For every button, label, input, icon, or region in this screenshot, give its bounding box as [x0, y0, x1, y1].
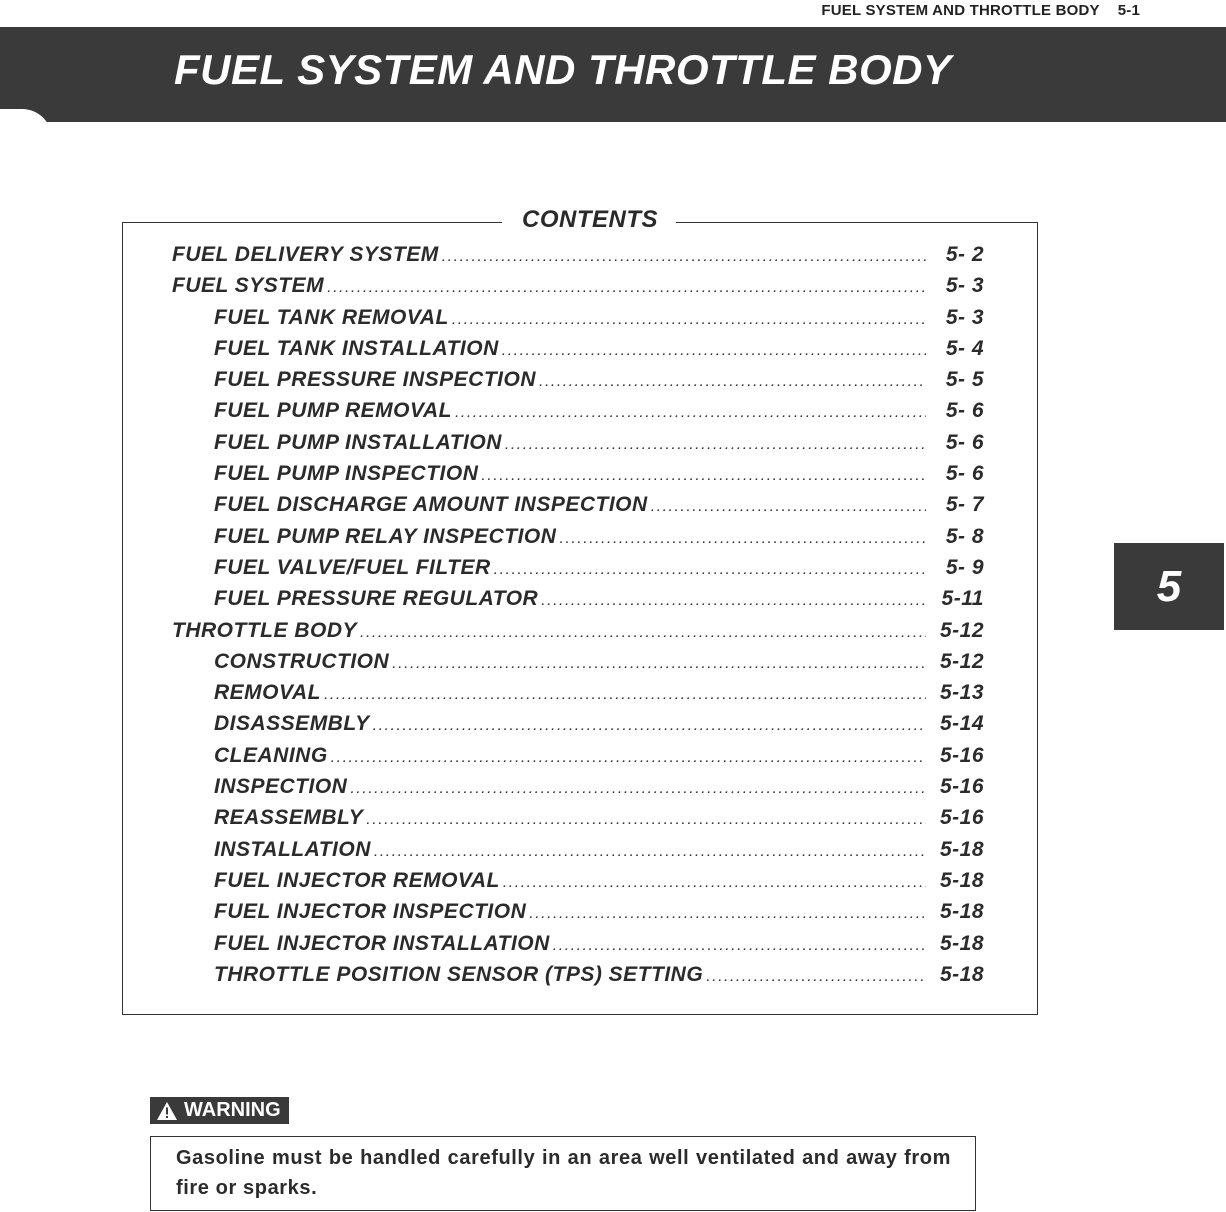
toc-entry[interactable]	[172, 619, 984, 650]
toc-leader-dots	[392, 655, 926, 673]
toc-entry-label: DISASSEMBLY	[214, 712, 370, 736]
toc-entry[interactable]	[172, 775, 984, 806]
toc-entry-page: 5-12	[939, 649, 984, 673]
toc-leader-dots	[502, 342, 926, 360]
toc-leader-dots	[360, 624, 926, 642]
toc-entry[interactable]	[172, 274, 984, 305]
toc-entry-page: 5-18	[939, 931, 984, 955]
toc-entry[interactable]	[172, 932, 984, 963]
toc-entry[interactable]	[172, 650, 984, 681]
toc-entry-label: FUEL INJECTOR INSTALLATION	[214, 931, 550, 955]
toc-entry[interactable]	[172, 869, 984, 900]
toc-entry-label: REMOVAL	[214, 681, 321, 705]
toc-entry-page: 5-11	[941, 587, 984, 611]
toc-entry-label: THROTTLE POSITION SENSOR (TPS) SETTING	[214, 962, 704, 986]
toc-entry[interactable]	[172, 900, 984, 931]
toc-entry-page: 5-18	[939, 900, 984, 924]
toc-entry[interactable]	[172, 806, 984, 837]
warning-label-text: WARNING	[184, 1099, 281, 1121]
toc-entry-page: 5- 5	[945, 368, 984, 392]
toc-entry-page: 5- 4	[945, 336, 984, 360]
toc-entry-page: 5- 6	[945, 430, 984, 454]
toc-leader-dots	[503, 874, 926, 892]
toc-entry-page: 5-16	[939, 743, 984, 767]
warning-triangle-icon	[156, 1101, 178, 1121]
toc-entry-page: 5- 2	[945, 243, 984, 266]
running-header-title: FUEL SYSTEM AND THROTTLE BODY	[821, 2, 1100, 19]
toc-entry[interactable]	[172, 744, 984, 775]
toc-leader-dots	[366, 811, 926, 829]
toc-entry[interactable]	[172, 306, 984, 337]
toc-leader-dots	[452, 311, 926, 329]
toc-leader-dots	[442, 248, 926, 266]
toc-entry-label: FUEL INJECTOR REMOVAL	[214, 868, 500, 892]
toc-entry[interactable]	[172, 462, 984, 493]
toc-entry[interactable]	[172, 368, 984, 399]
toc-leader-dots	[374, 843, 926, 861]
toc-entry[interactable]	[172, 587, 984, 618]
toc-entry-label: FUEL TANK REMOVAL	[214, 305, 449, 329]
toc-entry-page: 5-14	[939, 712, 984, 736]
toc-entry-page: 5- 9	[945, 555, 984, 579]
toc-entry[interactable]	[172, 525, 984, 556]
toc-entry-label: FUEL DELIVERY SYSTEM	[172, 243, 439, 266]
toc-entry[interactable]	[172, 493, 984, 524]
toc-entry-page: 5-16	[939, 775, 984, 799]
toc-leader-dots	[553, 937, 926, 955]
toc-entry-label: INSTALLATION	[214, 837, 371, 861]
toc-entry[interactable]	[172, 712, 984, 743]
toc-leader-dots	[324, 686, 926, 704]
toc-entry-page: 5- 3	[945, 274, 984, 298]
toc-entry[interactable]	[172, 681, 984, 712]
toc-entry-page: 5- 7	[945, 493, 984, 517]
toc-entry-page: 5-16	[939, 806, 984, 830]
toc-entry[interactable]	[172, 838, 984, 869]
toc-entry-page: 5- 6	[945, 399, 984, 423]
running-header-page-number: 5-1	[1117, 2, 1140, 19]
warning-label	[150, 1097, 289, 1124]
toc-entry-page: 5- 6	[945, 462, 984, 486]
toc-leader-dots	[455, 404, 926, 422]
toc-entry-label: THROTTLE BODY	[172, 618, 357, 642]
toc-entry-page: 5-18	[939, 962, 984, 986]
toc-entry-label: FUEL TANK INSTALLATION	[214, 336, 499, 360]
toc-entry-page: 5-18	[939, 868, 984, 892]
toc-leader-dots	[539, 373, 926, 391]
toc-entry[interactable]	[172, 431, 984, 462]
toc-entry-label: FUEL SYSTEM	[172, 274, 325, 298]
toc-leader-dots	[327, 279, 926, 297]
running-header	[821, 0, 1140, 22]
toc-entry-label: REASSEMBLY	[214, 806, 364, 830]
toc-entry[interactable]	[172, 963, 984, 994]
toc-leader-dots	[529, 905, 926, 923]
page-title: FUEL SYSTEM AND THROTTLE BODY	[174, 46, 952, 93]
toc-entry[interactable]	[172, 337, 984, 368]
toc-entry-page: 5-13	[939, 681, 984, 705]
toc-leader-dots	[559, 530, 926, 548]
toc-entry-label: FUEL PUMP INSPECTION	[214, 462, 479, 486]
toc-entry-page: 5- 3	[945, 305, 984, 329]
toc-entry-label: CONSTRUCTION	[214, 649, 390, 673]
toc-entry-label: FUEL PRESSURE INSPECTION	[214, 368, 536, 392]
toc-leader-dots	[706, 968, 926, 986]
toc-entry[interactable]	[172, 399, 984, 430]
title-bar-tab-shape	[0, 109, 52, 149]
toc-entry-page: 5-12	[939, 618, 984, 642]
warning-box: Gasoline must be handled carefully in an area well ventilated and away from fire or sparks.	[150, 1136, 976, 1211]
toc-leader-dots	[505, 436, 926, 454]
toc-leader-dots	[350, 780, 926, 798]
toc-entry-label: FUEL PRESSURE REGULATOR	[214, 587, 539, 611]
toc-entry-label: FUEL PUMP INSTALLATION	[214, 430, 502, 454]
toc-leader-dots	[494, 561, 926, 579]
toc-entry-page: 5- 8	[945, 524, 984, 548]
toc-leader-dots	[331, 749, 926, 767]
toc-leader-dots	[373, 717, 926, 735]
toc-entry[interactable]	[172, 556, 984, 587]
toc-leader-dots	[541, 592, 926, 610]
toc-leader-dots	[651, 498, 926, 516]
toc-leader-dots	[481, 467, 926, 485]
chapter-tab: 5	[1114, 543, 1224, 630]
toc-entry[interactable]	[172, 243, 984, 274]
table-of-contents	[172, 243, 984, 994]
toc-entry-label: FUEL DISCHARGE AMOUNT INSPECTION	[214, 493, 648, 517]
contents-heading: CONTENTS	[522, 206, 658, 233]
toc-entry-label: FUEL PUMP RELAY INSPECTION	[214, 524, 557, 548]
toc-entry-label: CLEANING	[214, 743, 328, 767]
toc-entry-label: INSPECTION	[214, 775, 348, 799]
toc-entry-page: 5-18	[939, 837, 984, 861]
toc-entry-label: FUEL INJECTOR INSPECTION	[214, 900, 527, 924]
toc-entry-label: FUEL VALVE/FUEL FILTER	[214, 555, 491, 579]
toc-entry-label: FUEL PUMP REMOVAL	[214, 399, 452, 423]
